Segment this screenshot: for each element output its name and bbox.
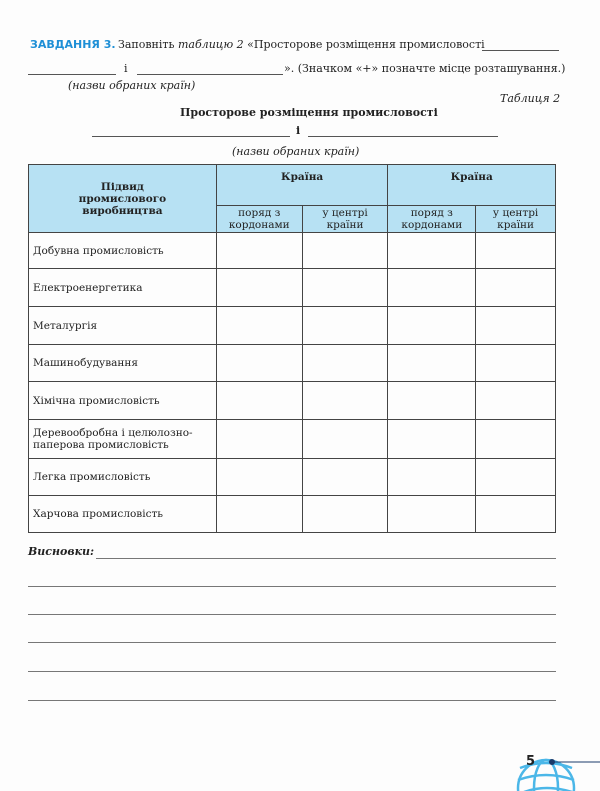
- mark-cell[interactable]: [476, 307, 556, 345]
- industry-subtype: Хімічна промисловість: [29, 382, 217, 420]
- header-country-1: Країна: [216, 165, 388, 206]
- table-row: [29, 233, 556, 269]
- table-row: [29, 345, 556, 382]
- mark-cell[interactable]: [302, 459, 388, 496]
- header-subtype: Підвид промислового виробництва: [29, 165, 217, 233]
- mark-cell[interactable]: [216, 233, 302, 269]
- table-caption: Таблиця 2: [500, 92, 561, 105]
- industry-subtype: Металургія: [29, 307, 217, 345]
- mark-cell[interactable]: [388, 496, 476, 533]
- conclusion-line[interactable]: [96, 558, 556, 559]
- mark-cell[interactable]: [388, 459, 476, 496]
- title-hint: (назви обраних країн): [232, 145, 360, 158]
- globe-icon: [510, 748, 600, 791]
- industry-subtype: Електроенергетика: [29, 269, 217, 307]
- mark-cell[interactable]: [302, 496, 388, 533]
- task-hint: (назви обраних країн): [68, 79, 196, 92]
- mark-cell[interactable]: [302, 345, 388, 382]
- header-country-2: Країна: [388, 165, 556, 206]
- and-text: і: [124, 62, 128, 75]
- task-text: [118, 38, 485, 51]
- mark-cell[interactable]: [302, 233, 388, 269]
- mark-cell[interactable]: [216, 345, 302, 382]
- page-number: 5: [526, 754, 536, 769]
- mark-cell[interactable]: [476, 269, 556, 307]
- task-text-rest: «Просторове розміщення промисловості: [247, 38, 485, 51]
- conclusion-line[interactable]: [28, 700, 556, 701]
- conclusions-label: Висновки:: [28, 545, 95, 558]
- subheader-border-2: поряд з кордонами: [388, 206, 476, 233]
- subheader-border-1: поряд з кордонами: [216, 206, 302, 233]
- mark-cell[interactable]: [476, 420, 556, 459]
- table-title: Просторове розміщення промисловості: [180, 106, 438, 119]
- mark-cell[interactable]: [476, 496, 556, 533]
- industry-subtype: Харчова промисловість: [29, 496, 217, 533]
- title-country-blank-1[interactable]: [92, 136, 290, 137]
- subheader-center-1: у центрі країни: [302, 206, 388, 233]
- conclusion-line[interactable]: [28, 586, 556, 587]
- mark-cell[interactable]: [302, 420, 388, 459]
- mark-cell[interactable]: [476, 459, 556, 496]
- country-blank-2[interactable]: [137, 74, 283, 75]
- task-text-italic: таблицю 2: [177, 38, 244, 51]
- mark-cell[interactable]: [216, 459, 302, 496]
- table-row: [29, 382, 556, 420]
- mark-cell[interactable]: [216, 382, 302, 420]
- industry-subtype: Добувна промисловість: [29, 233, 217, 269]
- task-text-start: Заповніть: [118, 38, 175, 51]
- mark-cell[interactable]: [216, 420, 302, 459]
- mark-cell[interactable]: [476, 345, 556, 382]
- mark-cell[interactable]: [388, 345, 476, 382]
- subheader-center-2: у центрі країни: [476, 206, 556, 233]
- mark-cell[interactable]: [388, 382, 476, 420]
- industry-location-table: [28, 164, 556, 533]
- mark-cell[interactable]: [388, 233, 476, 269]
- mark-cell[interactable]: [216, 269, 302, 307]
- mark-cell[interactable]: [388, 269, 476, 307]
- mark-cell[interactable]: [476, 233, 556, 269]
- industry-subtype: Машинобудування: [29, 345, 217, 382]
- mark-cell[interactable]: [388, 307, 476, 345]
- title-country-blank-2[interactable]: [308, 136, 498, 137]
- mark-cell[interactable]: [216, 307, 302, 345]
- task-label: ЗАВДАННЯ 3.: [30, 38, 116, 51]
- table-row: [29, 496, 556, 533]
- mark-cell[interactable]: [302, 269, 388, 307]
- conclusion-line[interactable]: [28, 671, 556, 672]
- title-and: і: [296, 124, 301, 137]
- table-row: [29, 307, 556, 345]
- task-text-2: ». (Значком «+» позначте місце розташування.): [284, 62, 566, 75]
- mark-cell[interactable]: [388, 420, 476, 459]
- conclusion-line[interactable]: [28, 614, 556, 615]
- country-blank-1a[interactable]: [482, 50, 559, 51]
- industry-subtype: Легка промисловість: [29, 459, 217, 496]
- table-row: [29, 269, 556, 307]
- table-row: [29, 459, 556, 496]
- mark-cell[interactable]: [476, 382, 556, 420]
- mark-cell[interactable]: [216, 496, 302, 533]
- table-row: [29, 420, 556, 459]
- country-blank-1b[interactable]: [28, 74, 116, 75]
- mark-cell[interactable]: [302, 307, 388, 345]
- industry-subtype: Деревообробна і целюлозно-паперова промисловість: [29, 420, 217, 459]
- mark-cell[interactable]: [302, 382, 388, 420]
- conclusion-line[interactable]: [28, 642, 556, 643]
